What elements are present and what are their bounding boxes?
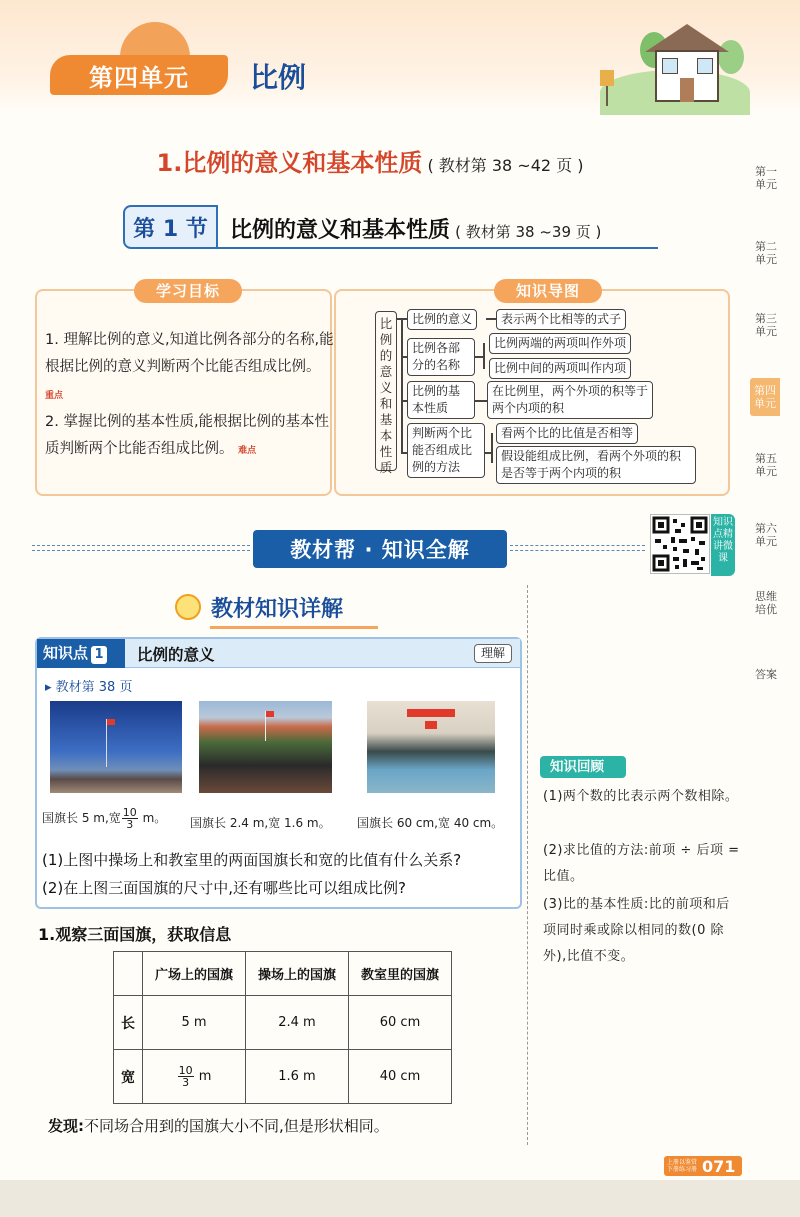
edition-line: 上册以鉴赏 [667,1159,698,1166]
side-tab-unit3[interactable]: 第三单元 [755,312,777,338]
section-title [230,213,601,244]
fraction-numerator: 10 [122,806,137,819]
review-item: (1)两个数的比表示两个数相除。 [543,789,739,804]
fraction-denominator: 3 [182,1076,190,1089]
window-decoration [662,58,678,74]
knowledge-point-number: 1 [91,646,107,664]
knowledge-card-header [37,639,520,668]
photo-caption: 国旗长 2.4 m,宽 1.6 m。 [190,816,331,830]
mindmap-connector [491,433,493,463]
window-decoration [697,58,713,74]
fraction [122,807,138,830]
table-row [114,1050,452,1104]
column-header: 操场上的国旗 [246,952,349,996]
goals-panel [35,282,334,496]
review-tag: 知识回顾 [540,756,626,778]
unit-label-pill [50,55,228,95]
photo-caption [42,807,166,830]
playground-flag-photo [199,701,332,793]
page-bottom-edge [0,1180,800,1217]
edition-line: 下册练习册 [667,1166,698,1173]
table-heading: 1.观察三面国旗，获取信息 [38,925,232,944]
side-tab-thinking[interactable]: 思维培优 [755,590,777,616]
section-label-box [123,205,218,249]
lesson-title-main: 1.比例的意义和基本性质 [156,149,423,177]
question: (1)上图中操场上和教室里的两面国旗长和宽的比值有什么关系? [42,851,462,869]
section-banner [253,530,507,568]
unit-label: 第四单元 [89,63,189,92]
mindmap-connector [475,400,487,402]
classroom-banner-decoration [407,709,455,717]
caption-text: 国旗长 5 m,宽 [42,811,121,825]
side-tab-unit6[interactable]: 第六单元 [755,522,777,548]
section-underline [218,247,658,249]
table-corner [114,952,143,996]
column-divider [527,585,528,1145]
table-cell: 2.4 m [246,996,349,1050]
goal-mark: 难点 [238,446,257,456]
lesson-title-pages: ( 教材第 38 ~42 页 ) [427,156,584,175]
edition-label [664,1159,702,1173]
review-item: (2)求比值的方法:前项 ÷ 后项 = 比值。 [543,843,740,884]
lightbulb-icon [175,594,201,620]
review-item: (3)比的基本性质:比的前项和后项同时乘或除以相同的数(0 除外),比值不变。 [543,897,730,964]
mindmap-leaf: 看两个比的比值是否相等 [496,423,638,444]
roof-decoration [645,24,729,52]
table-row [114,996,452,1050]
page-number: 071 [702,1156,736,1176]
column-header: 广场上的国旗 [143,952,246,996]
mindmap-connector [401,318,403,453]
fraction-unit: m [194,1069,212,1084]
goal-text: 1. 理解比例的意义,知道比例各部分的名称,能根据比例的意义判断两个比能否组成比例。 [45,332,334,375]
classroom-flag-photo [367,701,495,793]
side-tab-answers[interactable]: 答案 [755,668,777,681]
table-cell: 1.6 m [246,1050,349,1104]
table-cell: 40 cm [349,1050,452,1104]
qr-tab[interactable]: 知识点精讲微课 [711,514,735,576]
row-header: 宽 [114,1050,143,1104]
goal-mark: 重点 [45,391,64,401]
table-cell [143,1050,246,1104]
mindmap-node: 比例各部分的名称 [407,338,475,376]
flagpole-decoration [106,719,107,767]
level-badge: 理解 [474,644,512,663]
mindmap-leaf: 比例两端的两项叫作外项 [489,333,631,354]
side-tab-unit1[interactable]: 第一单元 [755,165,777,191]
mindmap-node: 判断两个比能否组成比例的方法 [407,423,485,478]
side-tab-unit5[interactable]: 第五单元 [755,452,777,478]
fraction-denominator: 3 [126,818,134,831]
knowledge-card [35,637,522,909]
side-tab-unit2[interactable]: 第二单元 [755,240,777,266]
mindmap-leaf: 假设能组成比例，看两个外项的积是否等于两个内项的积 [496,446,696,484]
mindmap-leaf: 表示两个比相等的式子 [496,309,626,330]
section-label: 第 1 节 [133,216,208,242]
flag-size-table [113,951,452,1104]
caption-text: m。 [138,811,167,825]
lesson-title [0,143,740,178]
subsection-underline [210,626,378,629]
mindmap-root: 比例的意义和基本性质 [375,311,397,471]
photo-caption: 国旗长 60 cm,宽 40 cm。 [357,816,504,830]
qr-code-icon [651,515,709,573]
table-header-row [114,952,452,996]
pole-decoration [606,86,608,106]
column-header: 教室里的国旗 [349,952,452,996]
knowledge-point-tag [37,639,125,668]
question: (2)在上图三面国旗的尺寸中,还有哪些比可以组成比例? [42,879,406,897]
fraction [178,1065,194,1088]
row-header: 长 [114,996,143,1050]
goal-text: 2. 掌握比例的基本性质,能根据比例的基本性质判断两个比能否组成比例。 [45,414,330,457]
textbook-reference: ▸ 教材第 38 页 [45,680,133,695]
section-title-pages: ( 教材第 38 ~39 页 ) [455,223,602,241]
birdhouse-decoration [600,70,614,86]
side-tab-unit4[interactable]: 第四单元 [750,378,780,416]
mindmap-leaf: 在比例里，两个外项的积等于两个内项的积 [487,381,653,419]
banner-dashes-left [32,545,250,551]
finding-text: 不同场合用到的国旗大小不同,但是形状相同。 [84,1117,389,1135]
goal-item [45,409,341,465]
knowledge-point-title: 比例的意义 [137,646,215,664]
mindmap-node: 比例的基本性质 [407,381,475,419]
mindmap-leaf: 比例中间的两项叫作内项 [489,358,631,379]
fraction-numerator: 10 [178,1064,193,1077]
finding [48,1115,389,1136]
flag-icon [107,719,115,725]
square-flag-photo [50,701,182,793]
unit-title: 比例 [250,61,307,94]
table-cell: 5 m [143,996,246,1050]
mindmap-connector [486,318,496,320]
table-cell: 60 cm [349,996,452,1050]
mindmap-tag: 知识导图 [494,279,602,303]
subsection-title: 教材知识详解 [211,597,344,622]
mindmap-connector [483,343,485,369]
goal-item [45,327,341,410]
mindmap-node: 比例的意义 [407,309,477,330]
section-title-main: 比例的意义和基本性质 [230,218,451,243]
qr-code[interactable] [650,514,710,574]
door-decoration [680,78,694,102]
banner-title: 教材帮 · 知识全解 [290,538,470,562]
finding-label: 发现: [48,1117,84,1135]
knowledge-point-label: 知识点 [43,644,89,662]
flag-icon [266,711,274,717]
page-number-box [664,1156,742,1176]
goals-tag: 学习目标 [134,279,242,303]
flag-icon [425,721,437,729]
banner-dashes-right [510,545,645,551]
mindmap-connector [475,356,483,358]
